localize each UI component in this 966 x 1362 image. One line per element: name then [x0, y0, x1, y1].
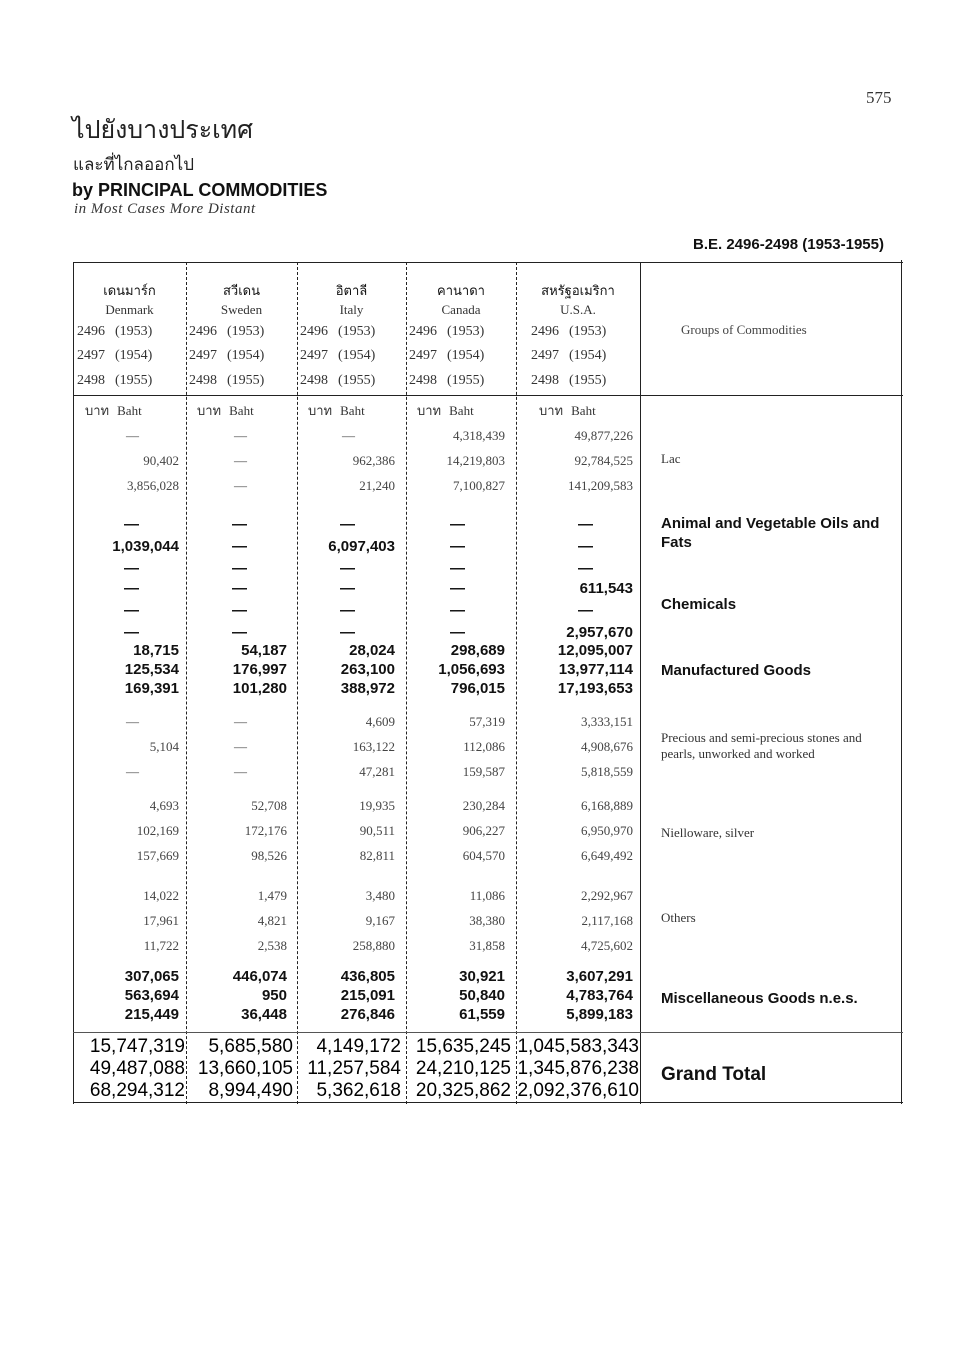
table-cell: — [232, 516, 247, 533]
group-label: Animal and Vegetable Oils and Fats [661, 515, 880, 551]
table-cell: 17,961 [143, 913, 179, 928]
table-cell: 38,380 [469, 913, 505, 928]
table-cell: 4,318,439 [453, 428, 505, 443]
year-ce: (1953) [115, 324, 153, 339]
year-be: 2496 [77, 324, 105, 339]
year-be: 2498 [300, 373, 328, 388]
table-cell: 1,039,044 [112, 538, 179, 555]
year-ce: (1954) [227, 348, 265, 363]
table-cell: 172,176 [244, 823, 287, 838]
table-cell: — [232, 602, 247, 619]
table-cell: 28,024 [349, 642, 395, 659]
grand-total-cell: 1,345,876,238 [517, 1058, 639, 1079]
table-cell: — [578, 516, 593, 533]
year-ce: (1955) [447, 373, 485, 388]
table-cell: 49,877,226 [574, 428, 633, 443]
table-cell: 18,715 [133, 642, 179, 659]
table-cell: 4,609 [365, 714, 395, 729]
column-header-canada-th: คานาดา [437, 284, 485, 299]
group-label: Chemicals [661, 596, 737, 613]
column-header-denmark-th: เดนมาร์ก [103, 284, 156, 299]
table-cell: — [578, 560, 593, 577]
year-ce: (1954) [338, 348, 376, 363]
group-label: Lac [661, 451, 681, 466]
table-cell: — [342, 428, 355, 443]
table-cell: 13,977,114 [558, 661, 633, 678]
table-cell: 101,280 [232, 680, 287, 697]
year-label [409, 324, 484, 340]
year-label [300, 348, 375, 364]
year-label [189, 373, 264, 389]
grand-total-cell: 20,325,862 [415, 1080, 511, 1101]
table-cell: 796,015 [450, 680, 505, 697]
grand-total-cell: 5,685,580 [208, 1036, 293, 1057]
grand-total-label: Grand Total [661, 1064, 767, 1085]
unit-en: Baht [117, 403, 142, 418]
table-cell: 3,480 [365, 888, 395, 903]
column-header-italy-th: อิตาลี [335, 284, 368, 299]
table-cell: 7,100,827 [453, 478, 505, 493]
table-cell: — [234, 453, 247, 468]
unit-label [197, 400, 254, 421]
table-cell: 1,056,693 [438, 661, 505, 678]
year-ce: (1953) [227, 324, 265, 339]
table-cell: — [124, 516, 139, 533]
grand-total-cell: 2,092,376,610 [517, 1080, 639, 1101]
group-label: Precious and semi-precious stones and pearls, unworked and worked [661, 730, 862, 761]
year-be: 2498 [189, 373, 217, 388]
table-cell: — [340, 580, 355, 597]
unit-label [85, 400, 142, 421]
table-cell: 14,022 [143, 888, 179, 903]
column-header-usa-th: สหรัฐอเมริกา [541, 284, 615, 299]
table-cell: — [232, 560, 247, 577]
table-cell: — [450, 560, 465, 577]
grand-total-cell: 24,210,125 [415, 1058, 511, 1079]
table-cell: 57,319 [469, 714, 505, 729]
table-cell: 604,570 [462, 848, 505, 863]
period-label: B.E. 2496-2498 (1953-1955) [693, 236, 884, 253]
table-cell: — [126, 714, 139, 729]
table-cell: 3,607,291 [566, 968, 633, 985]
table-cell: 6,097,403 [328, 538, 395, 555]
table-cell: 31,858 [469, 938, 505, 953]
year-ce: (1953) [338, 324, 376, 339]
page-number: 575 [866, 88, 892, 107]
grand-total-cell: 11,257,584 [307, 1058, 401, 1079]
grand-total-cell: 5,362,618 [316, 1080, 401, 1101]
table-cell: — [126, 428, 139, 443]
table-cell: 11,086 [469, 888, 505, 903]
table-cell: — [450, 602, 465, 619]
grand-total-cell: 1,045,583,343 [517, 1036, 639, 1057]
table-cell: 159,587 [462, 764, 505, 779]
table-cell: — [124, 560, 139, 577]
unit-th: บาท [308, 404, 333, 419]
year-label [77, 373, 152, 389]
title-thai-line1: ไปยังบางประเทศ [72, 115, 254, 144]
groups-header: Groups of Commodities [681, 322, 807, 337]
grand-total-cell: 49,487,088 [89, 1058, 185, 1079]
year-be: 2496 [409, 324, 437, 339]
table-cell: 54,187 [241, 642, 287, 659]
table-cell: 4,725,602 [581, 938, 633, 953]
table-cell: 2,538 [257, 938, 287, 953]
year-ce: (1954) [569, 348, 607, 363]
table-cell: 2,117,168 [581, 913, 633, 928]
unit-label [308, 400, 365, 421]
table-cell: — [124, 580, 139, 597]
title-english-line2: in Most Cases More Distant [74, 201, 256, 217]
table-cell: 82,811 [359, 848, 395, 863]
table-cell: 6,950,970 [581, 823, 633, 838]
table-cell: — [124, 602, 139, 619]
group-label: Miscellaneous Goods n.e.s. [661, 990, 858, 1007]
table-cell: 125,534 [124, 661, 179, 678]
table-cell: 3,856,028 [127, 478, 179, 493]
table-cell: 36,448 [241, 1006, 287, 1023]
grand-total-cell: 15,747,319 [89, 1036, 185, 1057]
table-cell: 176,997 [232, 661, 287, 678]
grand-total-cell: 68,294,312 [89, 1080, 185, 1101]
table-cell: — [234, 764, 247, 779]
table-cell: 5,818,559 [581, 764, 633, 779]
grand-total-cell: 8,994,490 [208, 1080, 293, 1101]
table-cell: — [232, 580, 247, 597]
table-cell: 169,391 [124, 680, 179, 697]
year-be: 2497 [77, 348, 105, 363]
table-cell: — [450, 624, 465, 641]
column-header-sweden-th: สวีเดน [222, 284, 260, 299]
unit-en: Baht [229, 403, 254, 418]
group-label: Manufactured Goods [661, 662, 812, 679]
unit-en: Baht [449, 403, 474, 418]
table-cell: 92,784,525 [574, 453, 633, 468]
year-be: 2496 [531, 324, 559, 339]
year-label [300, 373, 375, 389]
year-be: 2497 [409, 348, 437, 363]
year-label [531, 348, 606, 364]
table-cell: 30,921 [459, 968, 505, 985]
table-cell: 5,899,183 [566, 1006, 633, 1023]
year-label [409, 348, 484, 364]
year-be: 2497 [189, 348, 217, 363]
table-cell: 50,840 [459, 987, 505, 1004]
table-cell: — [578, 602, 593, 619]
table-cell: 4,693 [149, 798, 179, 813]
year-ce: (1955) [338, 373, 376, 388]
group-label: Others [661, 910, 696, 925]
table-cell: 3,333,151 [581, 714, 633, 729]
table-cell: 298,689 [450, 642, 505, 659]
year-label [531, 324, 606, 340]
table-cell: 276,846 [340, 1006, 395, 1023]
unit-en: Baht [571, 403, 596, 418]
unit-th: บาท [539, 404, 564, 419]
table-cell: 611,543 [579, 580, 633, 597]
year-be: 2496 [300, 324, 328, 339]
table-cell: 61,559 [459, 1006, 505, 1023]
table-cell: — [234, 739, 247, 754]
year-be: 2498 [409, 373, 437, 388]
table-cell: 17,193,653 [557, 680, 633, 697]
column-header-canada-en: Canada [441, 302, 481, 317]
table-cell: 2,292,967 [581, 888, 633, 903]
unit-th: บาท [417, 404, 442, 419]
table-cell: 141,209,583 [568, 478, 633, 493]
unit-th: บาท [197, 404, 222, 419]
column-header-italy-en: Italy [339, 302, 364, 317]
table-cell: — [124, 624, 139, 641]
table-cell: — [232, 538, 247, 555]
table-cell: 5,104 [149, 739, 179, 754]
table-cell: — [450, 538, 465, 555]
commodity-table [73, 262, 903, 1104]
table-cell: 112,086 [463, 739, 505, 754]
table-cell: 215,091 [340, 987, 395, 1004]
table-cell: 163,122 [352, 739, 395, 754]
table-cell: 157,669 [136, 848, 179, 863]
year-be: 2498 [531, 373, 559, 388]
unit-th: บาท [85, 404, 110, 419]
table-cell: 563,694 [124, 987, 179, 1004]
unit-label [539, 400, 596, 421]
year-be: 2497 [300, 348, 328, 363]
table-cell: 962,386 [352, 453, 395, 468]
year-ce: (1955) [227, 373, 265, 388]
year-be: 2498 [77, 373, 105, 388]
year-be: 2497 [531, 348, 559, 363]
table-cell: — [340, 560, 355, 577]
table-cell: 263,100 [340, 661, 395, 678]
table-cell: 21,240 [359, 478, 395, 493]
table-cell: — [340, 516, 355, 533]
table-cell: 14,219,803 [446, 453, 505, 468]
table-cell: 90,511 [359, 823, 395, 838]
table-cell: — [234, 428, 247, 443]
year-label [300, 324, 375, 340]
table-cell: 230,284 [462, 798, 505, 813]
table-cell: 98,526 [251, 848, 287, 863]
table-cell: 215,449 [124, 1006, 179, 1023]
year-label [531, 373, 606, 389]
table-cell: 4,783,764 [566, 987, 633, 1004]
table-cell: 950 [261, 987, 287, 1004]
year-ce: (1954) [115, 348, 153, 363]
table-cell: 47,281 [359, 764, 395, 779]
grand-total-cell: 15,635,245 [415, 1036, 511, 1057]
table-cell: 258,880 [352, 938, 395, 953]
table-cell: 4,821 [257, 913, 287, 928]
table-cell: 90,402 [143, 453, 179, 468]
year-be: 2496 [189, 324, 217, 339]
grand-total-cell: 4,149,172 [316, 1036, 401, 1057]
table-cell: — [340, 602, 355, 619]
group-label: Nielloware, silver [661, 825, 755, 840]
year-ce: (1953) [569, 324, 607, 339]
unit-en: Baht [340, 403, 365, 418]
table-cell: — [126, 764, 139, 779]
table-cell: 446,074 [232, 968, 287, 985]
table-cell: — [578, 538, 593, 555]
table-cell: 11,722 [143, 938, 179, 953]
grand-total-cell: 13,660,105 [197, 1058, 293, 1079]
year-label [189, 324, 264, 340]
table-cell: 102,169 [136, 823, 179, 838]
year-ce: (1953) [447, 324, 485, 339]
year-label [409, 373, 484, 389]
table-cell: 6,168,889 [581, 798, 633, 813]
table-cell: 4,908,676 [581, 739, 633, 754]
table-cell: — [234, 478, 247, 493]
year-ce: (1954) [447, 348, 485, 363]
table-cell: 436,805 [340, 968, 395, 985]
table-cell: — [234, 714, 247, 729]
unit-label [417, 400, 474, 421]
table-cell: — [450, 580, 465, 597]
column-header-denmark-en: Denmark [105, 302, 154, 317]
table-cell: 12,095,007 [557, 642, 633, 659]
year-label [77, 348, 152, 364]
table-cell: — [232, 624, 247, 641]
table-cell: 19,935 [359, 798, 395, 813]
title-english-line1: by PRINCIPAL COMMODITIES [72, 180, 328, 200]
table-cell: 6,649,492 [581, 848, 633, 863]
table-cell: — [450, 516, 465, 533]
table-cell: 2,957,670 [566, 624, 633, 641]
table-cell: 388,972 [340, 680, 395, 697]
table-cell: 906,227 [462, 823, 505, 838]
year-label [189, 348, 264, 364]
table-cell: 1,479 [257, 888, 287, 903]
table-cell: 307,065 [124, 968, 179, 985]
year-label [77, 324, 152, 340]
table-cell: — [340, 624, 355, 641]
table-cell: 52,708 [251, 798, 287, 813]
title-thai-line2: และที่ไกลออกไป [73, 155, 195, 175]
column-header-sweden-en: Sweden [220, 302, 263, 317]
table-cell: 9,167 [365, 913, 395, 928]
column-header-usa-en: U.S.A. [560, 302, 596, 317]
year-ce: (1955) [569, 373, 607, 388]
year-ce: (1955) [115, 373, 153, 388]
